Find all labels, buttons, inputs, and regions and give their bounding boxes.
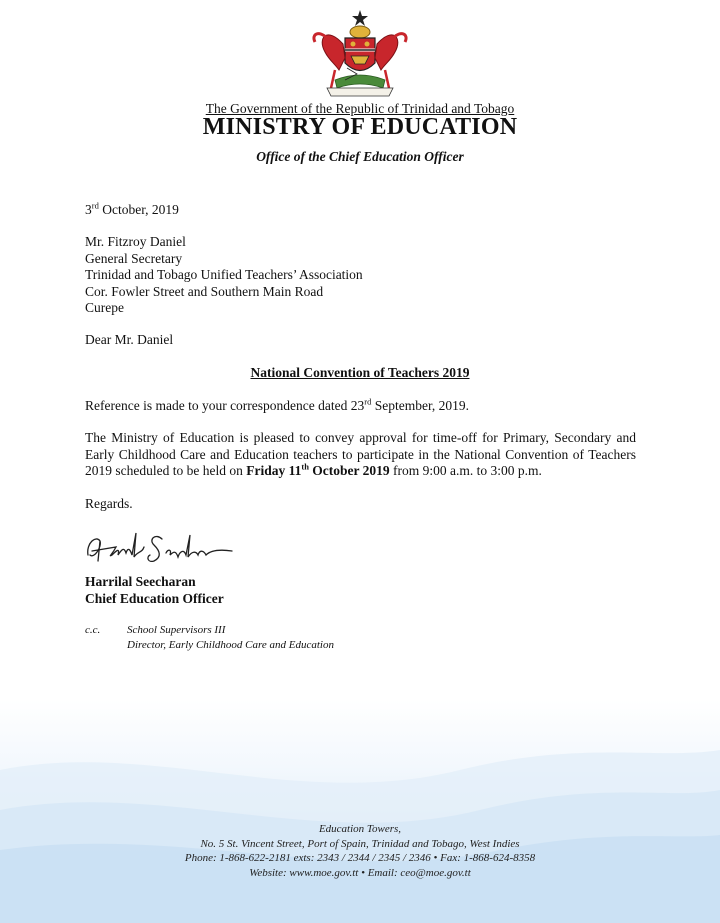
- cc-recipient: School Supervisors III: [127, 624, 226, 636]
- recipient-line: Curepe: [85, 300, 124, 315]
- paragraph-reference: Reference is made to your correspondence dated 23rd September, 2019.: [85, 396, 470, 413]
- closing: Regards.: [85, 496, 133, 511]
- salutation: Dear Mr. Daniel: [85, 332, 174, 347]
- coat-of-arms-icon: [305, 8, 415, 103]
- footer-background-wave: [0, 700, 720, 923]
- cc-recipient: Director, Early Childhood Care and Education: [127, 639, 334, 651]
- cc-label: c.c.: [85, 624, 101, 636]
- ministry-title: MINISTRY OF EDUCATION: [202, 114, 518, 140]
- recipient-line: Trinidad and Tobago Unified Teachers’ Association: [85, 267, 363, 282]
- signatory-block: [85, 574, 224, 607]
- subject-line: National Convention of Teachers 2019: [250, 365, 470, 380]
- signature-image: [82, 525, 237, 570]
- recipient-block: [85, 234, 363, 317]
- recipient-line: Cor. Fowler Street and Southern Main Road: [85, 283, 324, 299]
- recipient-line: General Secretary: [85, 250, 183, 266]
- office-subtitle: Office of the Chief Education Officer: [256, 149, 464, 164]
- recipient-line: Mr. Fitzroy Daniel: [85, 234, 186, 249]
- footer-line: Education Towers,: [318, 823, 402, 835]
- footer-address: [0, 822, 720, 880]
- government-heading: The Government of the Republic of Trinidad and Tobago: [205, 101, 515, 116]
- letter-date: 3rd October, 2019: [85, 200, 179, 217]
- footer-line: No. 5 St. Vincent Street, Port of Spain, Trinidad and Tobago, West Indies: [200, 837, 520, 850]
- signatory-name: Harrilal Seecharan: [85, 574, 196, 589]
- footer-line: Phone: 1-868-622-2181 exts: 2343 / 2344 / 2345 / 2346 • Fax: 1-868-624-8358: [184, 852, 536, 864]
- footer-line: Website: www.moe.gov.tt • Email: ceo@moe.gov.tt: [249, 866, 471, 879]
- cc-list: [127, 623, 334, 653]
- signatory-title: Chief Education Officer: [85, 590, 224, 606]
- paragraph-approval: The Ministry of Education is pleased to convey approval for time-off for Primary, Secondary and Early Childhood Care and Education teachers to participate in the National Convention of Teachers 2019 scheduled to be held on Friday 11th October 2019 from 9:00 a.m. to 3:00 p.m.: [85, 430, 636, 478]
